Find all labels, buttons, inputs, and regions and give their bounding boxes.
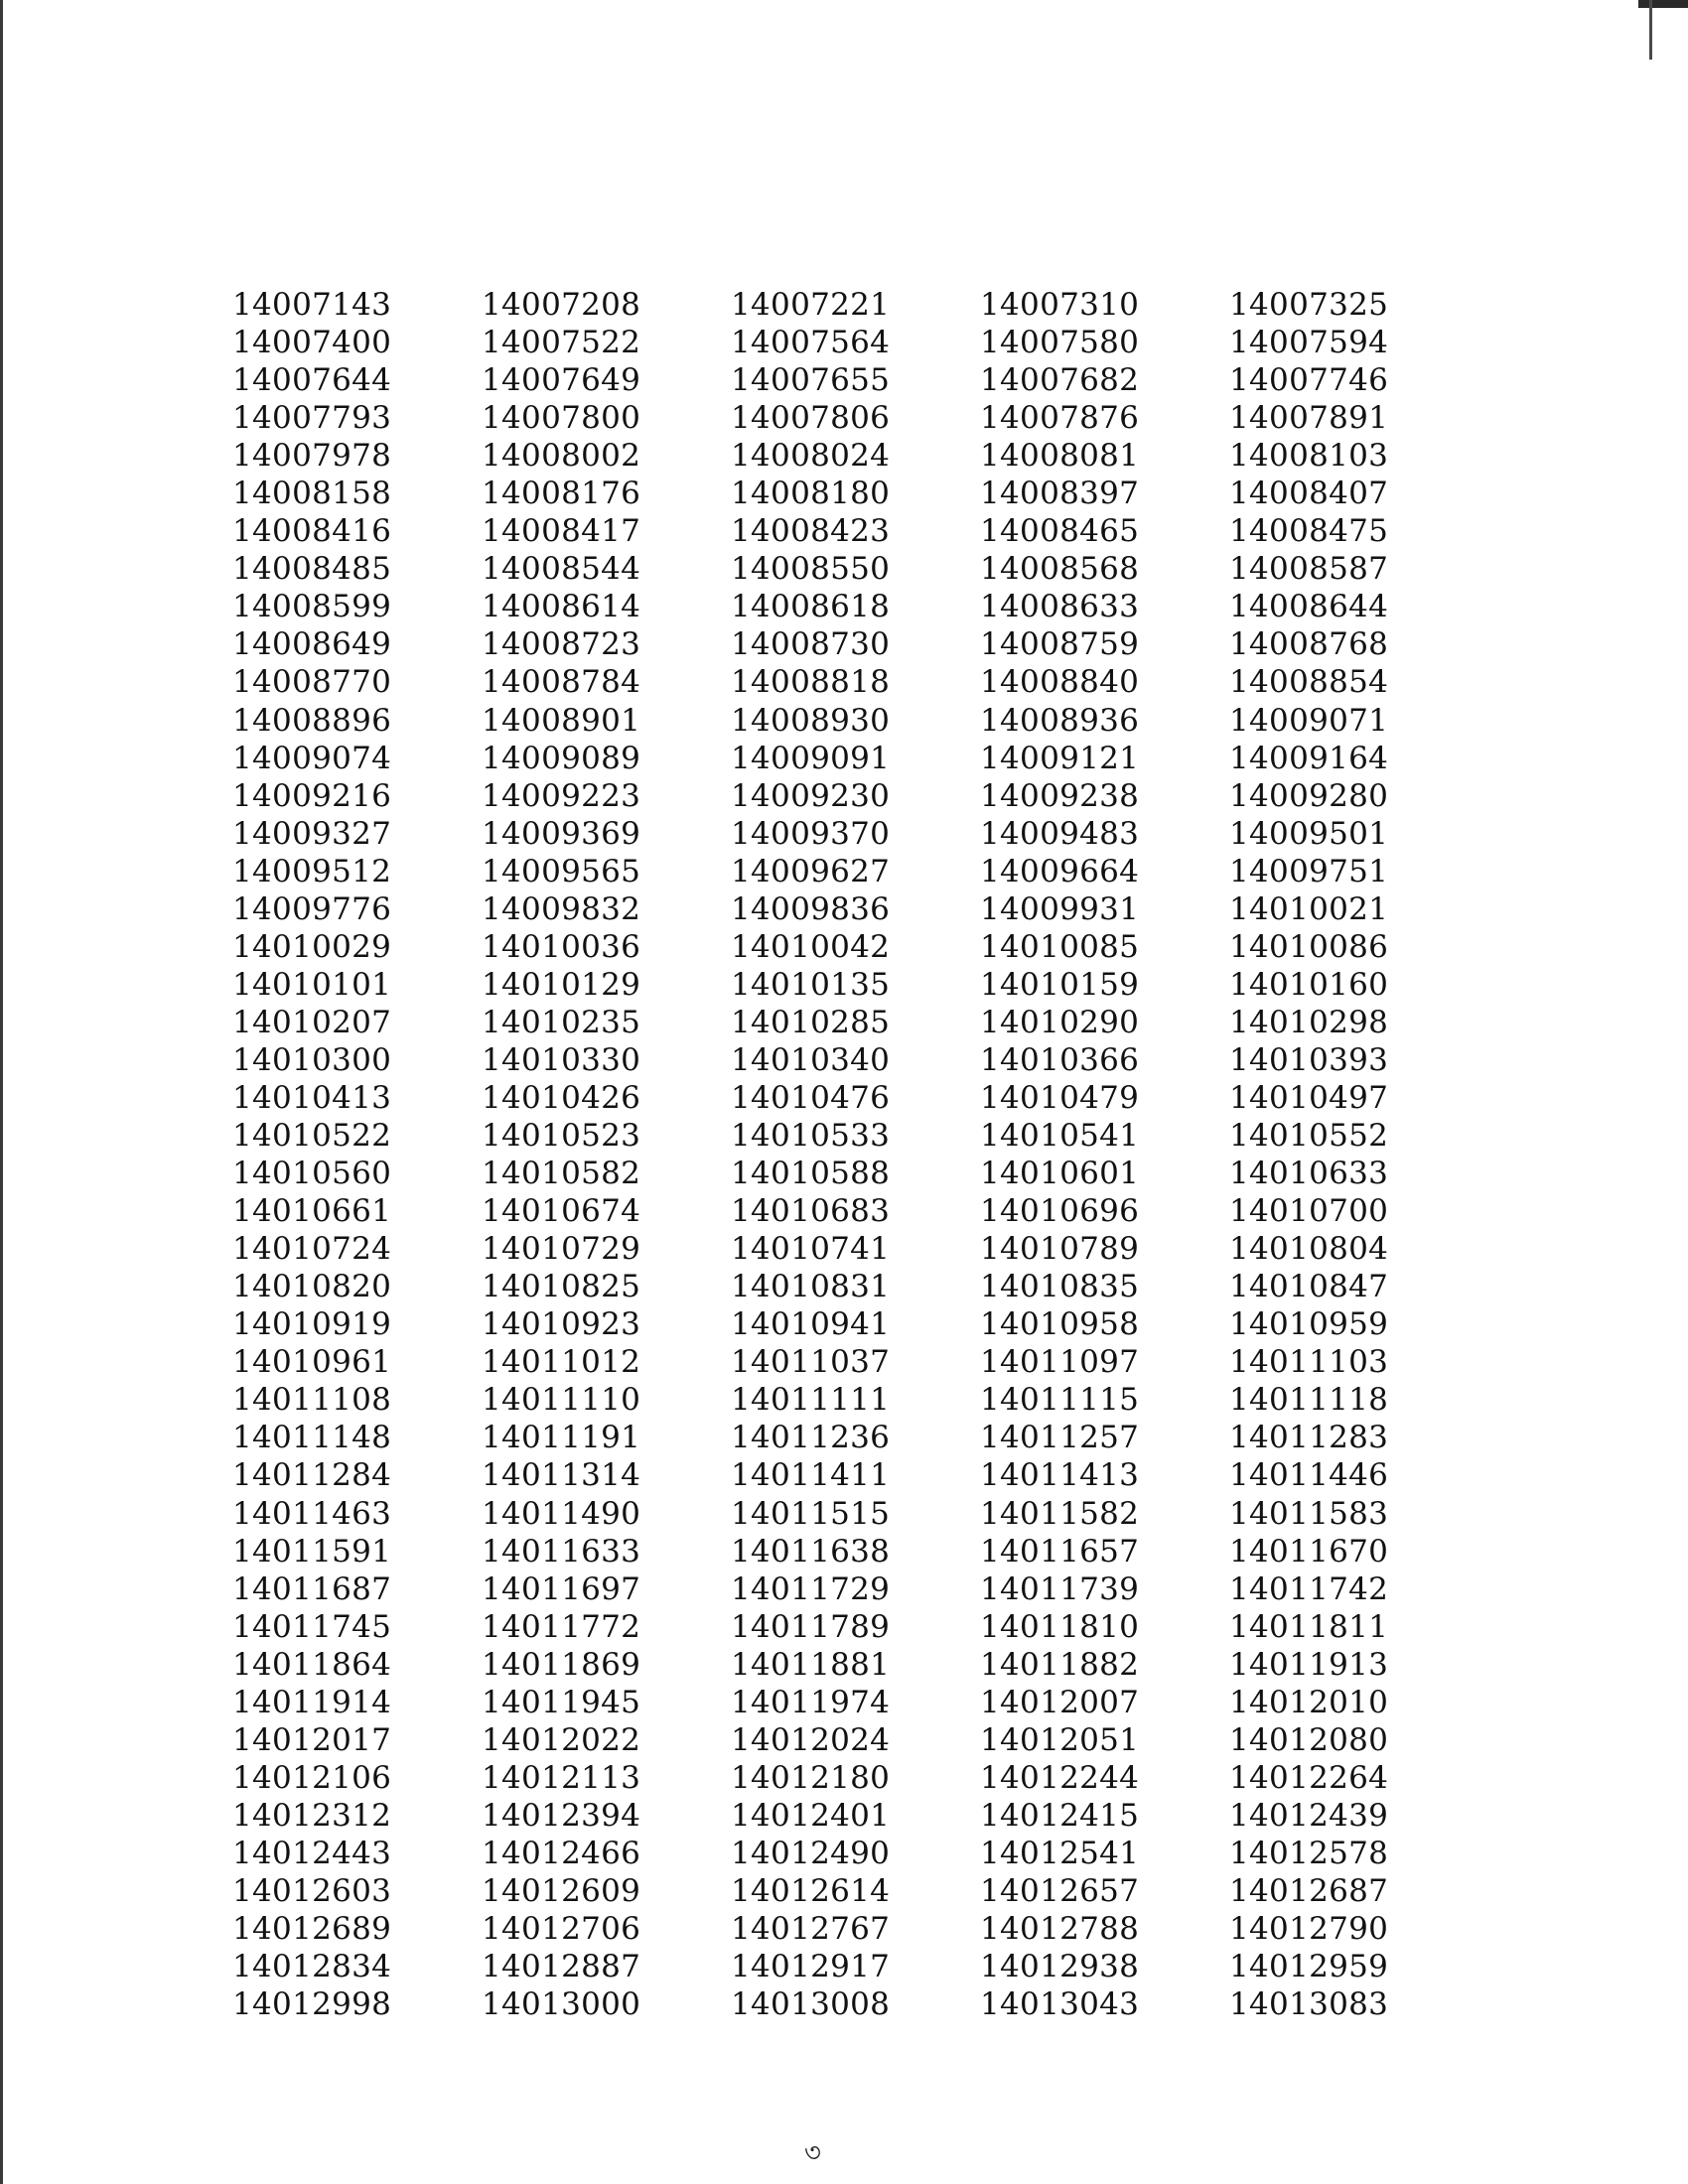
roll-number-cell: 14008176 [482,476,641,512]
roll-number-cell: 14010831 [731,1269,891,1305]
roll-number-cell: 14007649 [482,362,641,399]
roll-number-cell: 14007522 [482,325,641,361]
roll-number-cell: 14011103 [1229,1344,1389,1381]
roll-number-cell: 14012834 [232,1949,392,1985]
table-row [232,286,1478,324]
roll-number-cell: 14009091 [731,740,891,776]
roll-number-cell: 14008024 [731,438,891,475]
roll-number-cell: 14012051 [980,1721,1140,1758]
roll-number-cell: 14008550 [731,551,891,588]
roll-number-cell: 14012106 [232,1759,392,1796]
table-row [232,1004,1478,1041]
roll-number-cell: 14008759 [980,626,1140,663]
roll-number-cell: 14011881 [731,1646,891,1683]
roll-number-cell: 14007221 [731,287,891,324]
roll-number-cell: 14011697 [482,1570,641,1607]
roll-number-cell: 14011097 [980,1344,1140,1381]
roll-number-cell: 14010683 [731,1193,891,1230]
roll-number-cell: 14007310 [980,287,1140,324]
roll-number-cell: 14009216 [232,777,392,814]
table-row [232,1872,1478,1910]
roll-number-cell: 14008901 [482,702,641,739]
roll-number-cell: 14010207 [232,1004,392,1040]
roll-number-cell: 14008397 [980,476,1140,512]
roll-number-cell: 14010941 [731,1306,891,1343]
roll-number-cell: 14008896 [232,702,392,739]
roll-number-cell: 14009121 [980,740,1140,776]
table-row [232,1305,1478,1343]
roll-number-cell: 14011913 [1229,1646,1389,1683]
roll-number-cell: 14009512 [232,853,392,889]
roll-number-table [232,286,1478,2023]
roll-number-cell: 14008180 [731,476,891,512]
roll-number-cell: 14011864 [232,1646,392,1683]
roll-number-cell: 14011810 [980,1608,1140,1645]
roll-number-cell: 14009074 [232,740,392,776]
roll-number-cell: 14010601 [980,1156,1140,1192]
roll-number-cell: 14011314 [482,1457,641,1494]
roll-number-cell: 14012687 [1229,1872,1389,1909]
roll-number-cell: 14010729 [482,1231,641,1268]
table-row [232,1079,1478,1117]
roll-number-cell: 14008465 [980,513,1140,550]
roll-number-cell: 14010696 [980,1193,1140,1230]
table-row [232,512,1478,550]
table-row [232,324,1478,361]
roll-number-cell: 14009327 [232,815,392,852]
roll-number-cell: 14009501 [1229,815,1389,852]
roll-number-cell: 14010741 [731,1231,891,1268]
table-row [232,702,1478,740]
roll-number-cell: 14012614 [731,1872,891,1909]
roll-number-cell: 14010159 [980,966,1140,1003]
table-row [232,1419,1478,1456]
roll-number-cell: 14009164 [1229,740,1389,776]
table-row [232,663,1478,701]
roll-number-cell: 14012541 [980,1835,1140,1871]
roll-number-cell: 14012466 [482,1835,641,1871]
roll-number-cell: 14011638 [731,1533,891,1570]
roll-number-cell: 14007891 [1229,400,1389,437]
table-row [232,1155,1478,1192]
roll-number-cell: 14010789 [980,1231,1140,1268]
roll-number-cell: 14009483 [980,815,1140,852]
table-row [232,399,1478,437]
roll-number-cell: 14010042 [731,928,891,965]
roll-number-cell: 14010085 [980,928,1140,965]
roll-number-cell: 14007564 [731,325,891,361]
roll-number-cell: 14008002 [482,438,641,475]
roll-number-cell: 14010919 [232,1306,392,1343]
roll-number-cell: 14012767 [731,1911,891,1948]
roll-number-cell: 14008475 [1229,513,1389,550]
roll-number-cell: 14012439 [1229,1797,1389,1834]
table-row [232,1456,1478,1494]
roll-number-cell: 14010036 [482,928,641,965]
roll-number-cell: 14010700 [1229,1193,1389,1230]
table-row [232,588,1478,625]
roll-number-cell: 14012998 [232,1986,392,2023]
roll-number-cell: 14010959 [1229,1306,1389,1343]
roll-number-cell: 14010533 [731,1118,891,1155]
roll-number-cell: 14012603 [232,1872,392,1909]
roll-number-cell: 14010129 [482,966,641,1003]
roll-number-cell: 14009071 [1229,702,1389,739]
roll-number-cell: 14011739 [980,1570,1140,1607]
roll-number-cell: 14011811 [1229,1608,1389,1645]
roll-number-cell: 14011490 [482,1495,641,1532]
roll-number-cell: 14007876 [980,400,1140,437]
roll-number-cell: 14010086 [1229,928,1389,965]
roll-number-cell: 14010724 [232,1231,392,1268]
roll-number-cell: 14013083 [1229,1986,1389,2023]
roll-number-cell: 14008854 [1229,664,1389,701]
roll-number-cell: 14012244 [980,1759,1140,1796]
roll-number-cell: 14010961 [232,1344,392,1381]
roll-number-cell: 14008417 [482,513,641,550]
roll-number-cell: 14011745 [232,1608,392,1645]
roll-number-cell: 14011446 [1229,1457,1389,1494]
roll-number-cell: 14010560 [232,1156,392,1192]
roll-number-cell: 14010479 [980,1080,1140,1116]
table-row [232,1948,1478,1985]
roll-number-cell: 14011582 [980,1495,1140,1532]
roll-number-cell: 14010804 [1229,1231,1389,1268]
roll-number-cell: 14011772 [482,1608,641,1645]
roll-number-cell: 14011914 [232,1684,392,1720]
roll-number-cell: 14010674 [482,1193,641,1230]
roll-number-cell: 14008158 [232,476,392,512]
roll-number-cell: 14011869 [482,1646,641,1683]
table-row [232,1797,1478,1835]
roll-number-cell: 14012264 [1229,1759,1389,1796]
roll-number-cell: 14011148 [232,1420,392,1456]
table-row [232,1985,1478,2023]
roll-number-cell: 14010340 [731,1041,891,1078]
scan-corner-mark-vertical [1649,0,1652,60]
roll-number-cell: 14010923 [482,1306,641,1343]
roll-number-cell: 14009627 [731,853,891,889]
roll-number-table-body [232,286,1478,2023]
roll-number-cell: 14012017 [232,1721,392,1758]
roll-number-cell: 14007793 [232,400,392,437]
roll-number-cell: 14012180 [731,1759,891,1796]
roll-number-cell: 14007400 [232,325,392,361]
roll-number-cell: 14012609 [482,1872,641,1909]
roll-number-cell: 14009280 [1229,777,1389,814]
roll-number-cell: 14013043 [980,1986,1140,2023]
roll-number-cell: 14012394 [482,1797,641,1834]
roll-number-cell: 14008840 [980,664,1140,701]
roll-number-cell: 14007580 [980,325,1140,361]
roll-number-cell: 14012657 [980,1872,1140,1909]
roll-number-cell: 14011742 [1229,1570,1389,1607]
roll-number-cell: 14010476 [731,1080,891,1116]
roll-number-cell: 14007682 [980,362,1140,399]
roll-number-cell: 14011729 [731,1570,891,1607]
roll-number-cell: 14011012 [482,1344,641,1381]
roll-number-cell: 14011111 [731,1382,891,1419]
roll-number-cell: 14009238 [980,777,1140,814]
table-row [232,1759,1478,1797]
table-row [232,777,1478,815]
roll-number-cell: 14011115 [980,1382,1140,1419]
roll-number-cell: 14010290 [980,1004,1140,1040]
roll-number-cell: 14010393 [1229,1041,1389,1078]
roll-number-cell: 14009776 [232,890,392,927]
roll-number-cell: 14009836 [731,890,891,927]
roll-number-cell: 14010847 [1229,1269,1389,1305]
roll-number-cell: 14009832 [482,890,641,927]
roll-number-cell: 14010135 [731,966,891,1003]
roll-number-cell: 14010825 [482,1269,641,1305]
roll-number-cell: 14011591 [232,1533,392,1570]
roll-number-cell: 14012024 [731,1721,891,1758]
roll-number-cell: 14008587 [1229,551,1389,588]
roll-number-cell: 14011633 [482,1533,641,1570]
roll-number-cell: 14011515 [731,1495,891,1532]
roll-number-cell: 14010021 [1229,890,1389,927]
table-row [232,1230,1478,1268]
roll-number-cell: 14008730 [731,626,891,663]
roll-number-cell: 14008614 [482,589,641,625]
roll-number-cell: 14012790 [1229,1911,1389,1948]
roll-number-cell: 14012490 [731,1835,891,1871]
table-row [232,928,1478,966]
roll-number-cell: 14011257 [980,1420,1140,1456]
scan-left-edge [0,0,3,2184]
roll-number-cell: 14011657 [980,1533,1140,1570]
roll-number-cell: 14011191 [482,1420,641,1456]
roll-number-cell: 14008103 [1229,438,1389,475]
page-number: ৩ [804,2138,821,2168]
roll-number-cell: 14008930 [731,702,891,739]
roll-number-cell: 14012689 [232,1911,392,1948]
roll-number-cell: 14010101 [232,966,392,1003]
roll-number-cell: 14010413 [232,1080,392,1116]
roll-number-cell: 14010300 [232,1041,392,1078]
roll-number-cell: 14011118 [1229,1382,1389,1419]
roll-number-cell: 14007208 [482,287,641,324]
table-row [232,437,1478,475]
roll-number-cell: 14011463 [232,1495,392,1532]
roll-number-cell: 14012010 [1229,1684,1389,1720]
roll-number-cell: 14007644 [232,362,392,399]
roll-number-cell: 14008618 [731,589,891,625]
table-row [232,1608,1478,1646]
roll-number-cell: 14012578 [1229,1835,1389,1871]
roll-number-cell: 14010366 [980,1041,1140,1078]
roll-number-cell: 14012959 [1229,1949,1389,1985]
table-row [232,740,1478,777]
roll-number-cell: 14007746 [1229,362,1389,399]
roll-number-cell: 14008568 [980,551,1140,588]
roll-number-cell: 14007800 [482,400,641,437]
scan-corner-mark [1638,0,1688,8]
roll-number-cell: 14009751 [1229,853,1389,889]
roll-number-cell: 14008081 [980,438,1140,475]
table-row [232,1268,1478,1305]
roll-number-cell: 14009230 [731,777,891,814]
roll-number-cell: 14011945 [482,1684,641,1720]
roll-number-cell: 14010160 [1229,966,1389,1003]
roll-number-cell: 14008599 [232,589,392,625]
table-row [232,1117,1478,1155]
roll-number-cell: 14008723 [482,626,641,663]
roll-number-cell: 14012788 [980,1911,1140,1948]
roll-number-cell: 14011411 [731,1457,891,1494]
roll-number-cell: 14010835 [980,1269,1140,1305]
table-row [232,1495,1478,1533]
roll-number-cell: 14013000 [482,1986,641,2023]
roll-number-cell: 14010552 [1229,1118,1389,1155]
roll-number-cell: 14011037 [731,1344,891,1381]
table-row [232,550,1478,588]
table-row [232,1381,1478,1419]
table-row [232,1041,1478,1079]
roll-number-cell: 14011108 [232,1382,392,1419]
roll-number-cell: 14010285 [731,1004,891,1040]
roll-number-cell: 14010497 [1229,1080,1389,1116]
roll-number-cell: 14010330 [482,1041,641,1078]
roll-number-cell: 14009223 [482,777,641,814]
roll-number-cell: 14010582 [482,1156,641,1192]
roll-number-cell: 14011687 [232,1570,392,1607]
roll-number-cell: 14008485 [232,551,392,588]
roll-number-cell: 14011283 [1229,1420,1389,1456]
roll-number-cell: 14008416 [232,513,392,550]
roll-number-cell: 14009565 [482,853,641,889]
roll-number-cell: 14007978 [232,438,392,475]
roll-number-cell: 14007143 [232,287,392,324]
roll-number-cell: 14011789 [731,1608,891,1645]
roll-number-cell: 14012113 [482,1759,641,1796]
roll-number-cell: 14012938 [980,1949,1140,1985]
roll-number-cell: 14010523 [482,1118,641,1155]
roll-number-cell: 14007806 [731,400,891,437]
roll-number-cell: 14008936 [980,702,1140,739]
roll-number-cell: 14008407 [1229,476,1389,512]
roll-number-cell: 14009664 [980,853,1140,889]
roll-number-cell: 14012917 [731,1949,891,1985]
roll-number-cell: 14010958 [980,1306,1140,1343]
roll-number-cell: 14009931 [980,890,1140,927]
roll-number-cell: 14012415 [980,1797,1140,1834]
table-row [232,361,1478,399]
roll-number-cell: 14010426 [482,1080,641,1116]
roll-number-cell: 14010633 [1229,1156,1389,1192]
roll-number-cell: 14009369 [482,815,641,852]
roll-number-cell: 14012022 [482,1721,641,1758]
roll-number-cell: 14007325 [1229,287,1389,324]
roll-number-cell: 14010298 [1229,1004,1389,1040]
roll-number-cell: 14012887 [482,1949,641,1985]
roll-number-cell: 14011670 [1229,1533,1389,1570]
roll-number-cell: 14008544 [482,551,641,588]
roll-number-cell: 14011583 [1229,1495,1389,1532]
roll-number-cell: 14008770 [232,664,392,701]
roll-number-cell: 14007594 [1229,325,1389,361]
table-row [232,625,1478,663]
table-row [232,1835,1478,1872]
roll-number-cell: 14011974 [731,1684,891,1720]
roll-number-cell: 14011882 [980,1646,1140,1683]
roll-number-cell: 14012080 [1229,1721,1389,1758]
table-row [232,1684,1478,1721]
roll-number-cell: 14008768 [1229,626,1389,663]
roll-number-cell: 14012007 [980,1684,1140,1720]
roll-number-cell: 14008644 [1229,589,1389,625]
table-row [232,1533,1478,1570]
roll-number-cell: 14010029 [232,928,392,965]
roll-number-cell: 14008784 [482,664,641,701]
table-row [232,890,1478,928]
roll-number-cell: 14012401 [731,1797,891,1834]
roll-number-cell: 14011413 [980,1457,1140,1494]
roll-number-cell: 14010522 [232,1118,392,1155]
table-row [232,1570,1478,1608]
roll-number-cell: 14012312 [232,1797,392,1834]
roll-number-cell: 14011110 [482,1382,641,1419]
roll-number-cell: 14008423 [731,513,891,550]
table-row [232,1646,1478,1684]
roll-number-cell: 14010820 [232,1269,392,1305]
roll-number-cell: 14010541 [980,1118,1140,1155]
table-row [232,966,1478,1004]
roll-number-cell: 14011236 [731,1420,891,1456]
table-row [232,853,1478,890]
table-row [232,475,1478,512]
roll-number-cell: 14008818 [731,664,891,701]
roll-number-cell: 14010235 [482,1004,641,1040]
roll-number-cell: 14013008 [731,1986,891,2023]
roll-number-cell: 14010588 [731,1156,891,1192]
table-row [232,1343,1478,1381]
roll-number-cell: 14009370 [731,815,891,852]
table-row [232,1721,1478,1759]
roll-number-cell: 14012443 [232,1835,392,1871]
roll-number-cell: 14007655 [731,362,891,399]
roll-number-cell: 14009089 [482,740,641,776]
roll-number-cell: 14008633 [980,589,1140,625]
table-row [232,815,1478,853]
roll-number-cell: 14008649 [232,626,392,663]
roll-number-cell: 14010661 [232,1193,392,1230]
roll-number-cell: 14011284 [232,1457,392,1494]
table-row [232,1910,1478,1948]
roll-number-cell: 14012706 [482,1911,641,1948]
table-row [232,1192,1478,1230]
